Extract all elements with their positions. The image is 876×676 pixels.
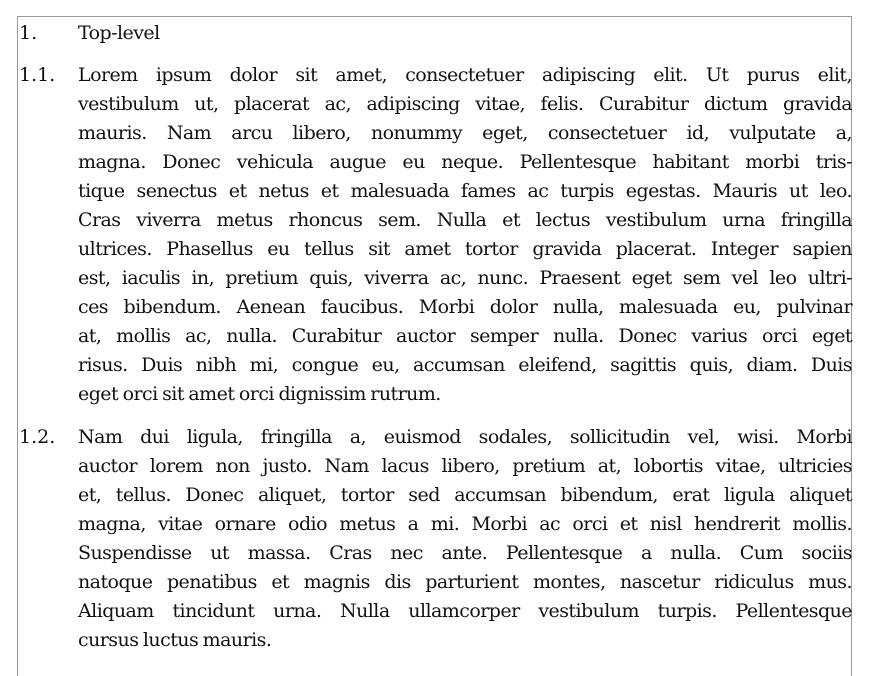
text-line: tique senectus et netus et malesuada fames ac turpis egestas. Mauris ut leo. bbox=[78, 180, 852, 202]
text-line: mauris. Nam arcu libero, nonummy eget, consectetuer id, vulputate a, bbox=[78, 122, 852, 144]
text-line: magna. Donec vehicula augue eu neque. Pellentesque habitant morbi tris- bbox=[78, 151, 852, 173]
text-line: magna, vitae ornare odio metus a mi. Morbi ac orci et nisl hendrerit mollis. bbox=[78, 513, 852, 535]
text-line: Lorem ipsum dolor sit amet, consectetuer adipiscing elit. Ut purus elit, bbox=[78, 64, 852, 86]
item-paragraph bbox=[78, 61, 852, 409]
text-line: at, mollis ac, nulla. Curabitur auctor semper nulla. Donec varius orci eget bbox=[78, 325, 852, 347]
item-text bbox=[78, 19, 852, 48]
text-line: cursus luctus mauris. bbox=[78, 629, 272, 651]
item-number: 1.1. bbox=[19, 64, 56, 86]
text-line: vestibulum ut, placerat ac, adipiscing vitae, felis. Curabitur dictum gravida bbox=[78, 93, 852, 115]
item-number: 1. bbox=[19, 22, 38, 44]
text-line: auctor lorem non justo. Nam lacus libero, pretium at, lobortis vitae, ultricies bbox=[78, 455, 852, 477]
text-line: est, iaculis in, pretium quis, viverra ac, nunc. Praesent eget sem vel leo ultri- bbox=[78, 267, 852, 289]
text-line: Aliquam tincidunt urna. Nulla ullamcorper vestibulum turpis. Pellentesque bbox=[78, 600, 852, 622]
text-line: Suspendisse ut massa. Cras nec ante. Pellentesque a nulla. Cum sociis bbox=[78, 542, 852, 564]
item-number: 1.2. bbox=[19, 426, 56, 448]
text-line: Top-level bbox=[78, 22, 160, 44]
text-line: eget orci sit amet orci dignissim rutrum. bbox=[78, 383, 441, 405]
text-line: natoque penatibus et magnis dis parturient montes, nascetur ridiculus mus. bbox=[78, 571, 852, 593]
text-line: Cras viverra metus rhoncus sem. Nulla et lectus vestibulum urna fringilla bbox=[78, 209, 852, 231]
text-line: ultrices. Phasellus eu tellus sit amet tortor gravida placerat. Integer sapien bbox=[78, 238, 852, 260]
item-paragraph bbox=[78, 423, 852, 655]
text-line: risus. Duis nibh mi, congue eu, accumsan eleifend, sagittis quis, diam. Duis bbox=[78, 354, 852, 376]
text-line: ces bibendum. Aenean faucibus. Morbi dolor nulla, malesuada eu, pulvinar bbox=[78, 296, 852, 318]
text-line: Nam dui ligula, fringilla a, euismod sodales, sollicitudin vel, wisi. Morbi bbox=[78, 426, 852, 448]
text-line: et, tellus. Donec aliquet, tortor sed accumsan bibendum, erat ligula aliquet bbox=[78, 484, 852, 506]
